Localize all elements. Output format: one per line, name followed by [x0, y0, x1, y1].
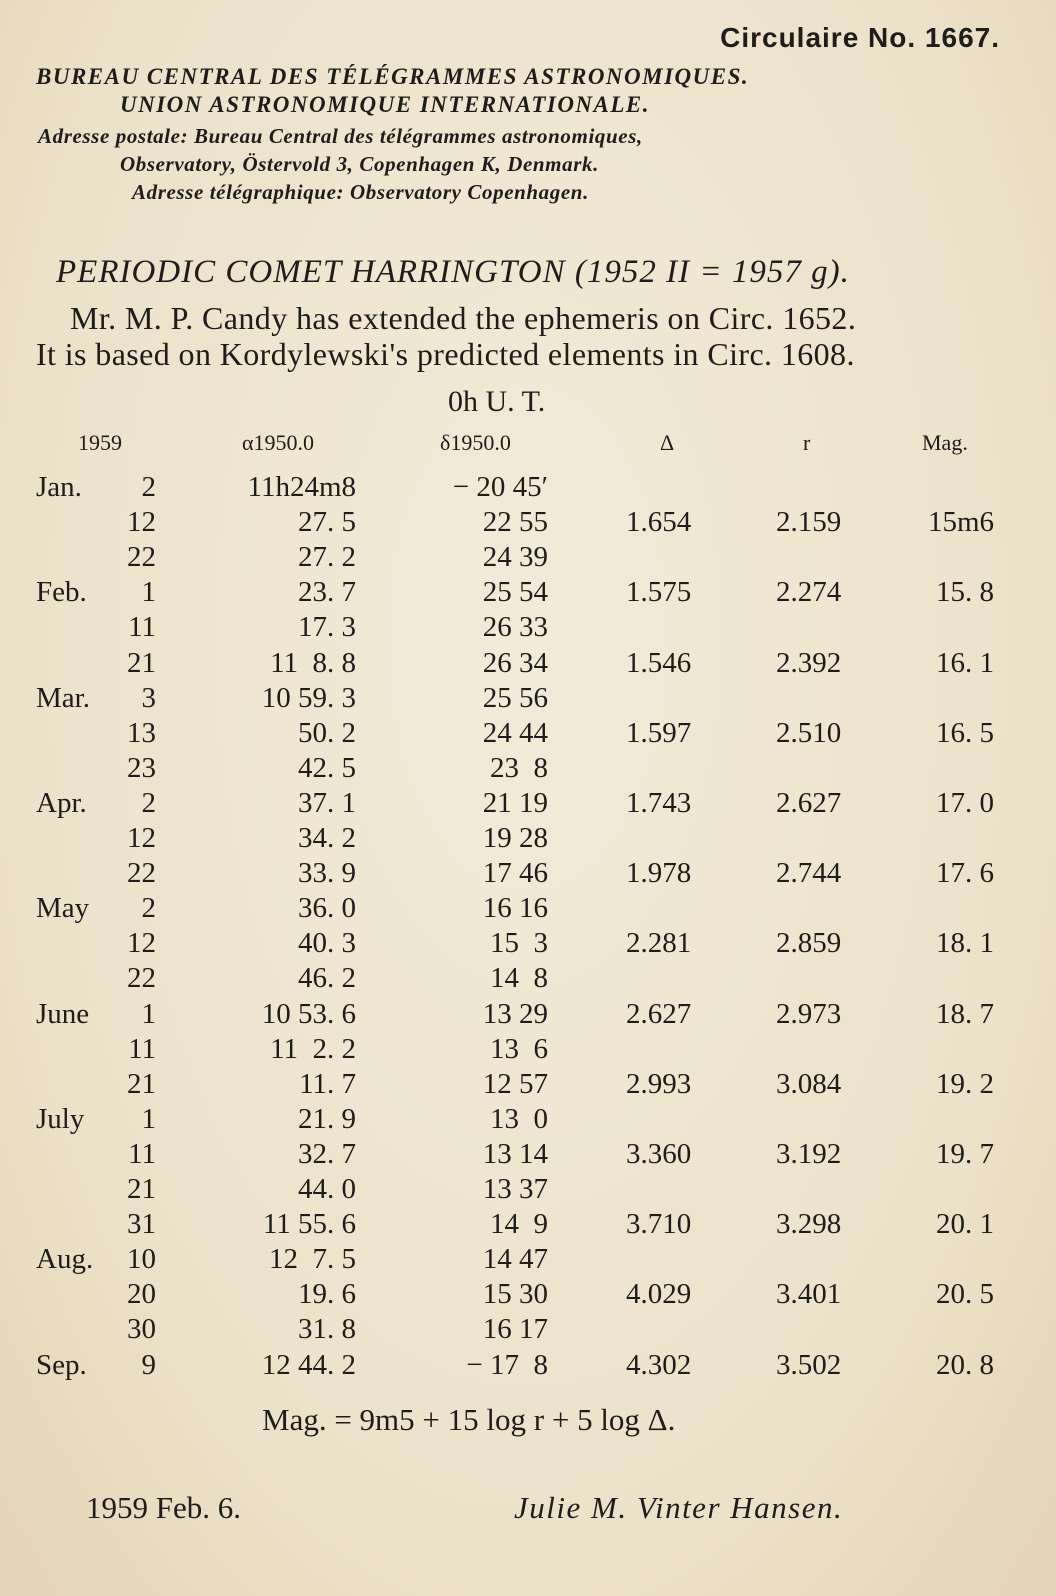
cell-day: 21: [127, 1067, 156, 1100]
cell-ra: 36. 0: [298, 892, 356, 925]
cell-mag: 17. 0: [936, 786, 994, 819]
cell-r: 3.084: [776, 1067, 842, 1100]
cell-dec: 26 33: [482, 611, 548, 644]
cell-r: 2.510: [776, 716, 842, 749]
cell-ra: 11. 7: [299, 1067, 356, 1100]
cell-month: Sep.: [36, 1348, 87, 1381]
cell-day: 1: [141, 997, 156, 1030]
cell-delta: 3.360: [626, 1137, 692, 1170]
cell-mag: 15m6: [927, 506, 994, 539]
cell-mag: 16. 1: [936, 646, 994, 679]
cell-ra: 11 55. 6: [262, 1208, 356, 1241]
cell-ra: 32. 7: [298, 1137, 356, 1170]
cell-dec: 21 19: [482, 786, 548, 819]
cell-mag: 16. 5: [936, 716, 994, 749]
cell-mag: 19. 2: [936, 1067, 994, 1100]
cell-dec: 13 6: [490, 1032, 548, 1065]
cell-ra: 31. 8: [298, 1313, 356, 1346]
cell-day: 10: [127, 1243, 156, 1276]
cell-dec: 15 3: [490, 927, 548, 960]
cell-dec: 15 30: [482, 1278, 548, 1311]
issue-date: 1959 Feb. 6.: [86, 1490, 241, 1525]
cell-dec: − 20 45′: [452, 471, 548, 503]
cell-day: 23: [127, 751, 156, 784]
postal-address-line2: Observatory, Östervold 3, Copenhagen K, Denmark.: [120, 152, 599, 176]
cell-month: Feb.: [36, 576, 87, 609]
union-name: UNION ASTRONOMIQUE INTERNATIONALE.: [120, 92, 651, 117]
cell-dec: 25 56: [482, 681, 548, 714]
telegraphic-address: Adresse télégraphique: Observatory Copenhagen.: [132, 180, 589, 204]
cell-delta: 1.546: [626, 646, 692, 679]
cell-delta: 4.302: [626, 1348, 692, 1381]
cell-dec: 13 14: [482, 1137, 548, 1170]
cell-month: June: [36, 997, 90, 1030]
cell-ra: 33. 9: [298, 857, 356, 890]
cell-ra: 27. 5: [298, 506, 356, 539]
cell-r: 2.274: [776, 576, 842, 609]
cell-day: 13: [127, 716, 156, 749]
cell-dec: 13 29: [482, 997, 548, 1030]
cell-day: 31: [127, 1208, 156, 1241]
header-mag: Mag.: [922, 430, 968, 455]
cell-dec: − 17 8: [466, 1348, 548, 1381]
cell-dec: 14 8: [490, 962, 548, 995]
cell-month: Aug.: [36, 1243, 94, 1276]
cell-dec: 19 28: [482, 822, 548, 854]
cell-ra: 21. 9: [298, 1102, 356, 1135]
cell-day: 2: [141, 892, 156, 925]
cell-delta: 2.627: [626, 997, 692, 1030]
bureau-name: BUREAU CENTRAL DES TÉLÉGRAMMES ASTRONOMIQUES.: [36, 64, 750, 89]
cell-r: 3.192: [776, 1137, 842, 1170]
cell-ra: 11 8. 8: [270, 646, 356, 679]
cell-day: 2: [141, 471, 156, 503]
cell-mag: 17. 6: [936, 857, 994, 890]
cell-day: 20: [127, 1278, 156, 1311]
cell-month: July: [36, 1102, 85, 1135]
cell-day: 12: [127, 506, 156, 539]
cell-delta: 1.654: [626, 506, 692, 539]
cell-mag: 18. 7: [936, 997, 994, 1030]
cell-delta: 2.281: [626, 927, 692, 960]
cell-dec: 26 34: [482, 646, 548, 679]
cell-day: 22: [127, 857, 156, 890]
cell-r: 2.627: [776, 786, 842, 819]
cell-dec: 24 39: [482, 541, 548, 574]
cell-day: 1: [141, 576, 156, 609]
cell-month: May: [36, 892, 90, 925]
cell-ra: 37. 1: [298, 786, 356, 819]
header-year: 1959: [78, 430, 122, 455]
cell-delta: 1.978: [626, 857, 692, 890]
cell-r: 3.298: [776, 1208, 842, 1241]
cell-r: 2.159: [776, 506, 842, 539]
cell-ra: 46. 2: [298, 962, 356, 995]
cell-ra: 17. 3: [298, 611, 356, 644]
cell-ra: 10 53. 6: [261, 997, 356, 1030]
cell-r: 3.502: [776, 1348, 842, 1381]
cell-dec: 22 55: [482, 506, 548, 539]
cell-delta: 2.993: [626, 1067, 692, 1100]
header-ra: α1950.0: [242, 430, 315, 455]
cell-delta: 1.597: [626, 716, 692, 749]
cell-day: 11: [128, 611, 156, 644]
cell-dec: 14 9: [490, 1208, 548, 1241]
intro-line-1: Mr. M. P. Candy has extended the ephemeris on Circ. 1652.: [70, 300, 857, 336]
circular-number: Circulaire No. 1667.: [720, 22, 1000, 53]
cell-day: 11: [128, 1032, 156, 1065]
cell-dec: 12 57: [482, 1067, 548, 1100]
cell-ra: 44. 0: [298, 1173, 356, 1205]
cell-delta: 1.575: [626, 576, 692, 609]
cell-day: 22: [127, 541, 156, 574]
cell-month: Jan.: [36, 471, 82, 503]
cell-day: 1: [141, 1102, 156, 1135]
cell-day: 21: [127, 646, 156, 679]
magnitude-formula: Mag. = 9m5 + 15 log r + 5 log Δ.: [262, 1402, 676, 1437]
cell-dec: 25 54: [482, 576, 548, 609]
cell-mag: 19. 7: [936, 1137, 994, 1170]
cell-day: 9: [141, 1348, 156, 1381]
cell-delta: 1.743: [626, 786, 692, 819]
cell-ra: 11 2. 2: [270, 1032, 356, 1065]
cell-mag: 20. 8: [936, 1348, 994, 1381]
cell-delta: 4.029: [626, 1278, 692, 1311]
time-label: 0h U. T.: [448, 385, 546, 418]
cell-delta: 3.710: [626, 1208, 692, 1241]
cell-day: 3: [141, 681, 156, 714]
cell-r: 3.401: [776, 1278, 842, 1311]
cell-day: 22: [127, 962, 156, 995]
cell-dec: 17 46: [482, 857, 548, 890]
cell-r: 2.392: [776, 646, 842, 679]
comet-title: PERIODIC COMET HARRINGTON (1952 II = 1957 g).: [56, 254, 850, 290]
cell-dec: 13 0: [490, 1102, 548, 1135]
cell-ra: 27. 2: [298, 541, 356, 574]
cell-r: 2.973: [776, 997, 842, 1030]
header-r: r: [803, 430, 811, 455]
cell-ra: 34. 2: [298, 822, 356, 854]
cell-dec: 13 37: [482, 1173, 548, 1205]
intro-line-2: It is based on Kordylewski's predicted elements in Circ. 1608.: [36, 336, 855, 372]
cell-ra: 19. 6: [298, 1278, 356, 1311]
cell-ra: 23. 7: [298, 576, 356, 609]
header-delta: Δ: [660, 430, 675, 455]
cell-day: 30: [127, 1313, 156, 1346]
cell-dec: 14 47: [482, 1243, 548, 1276]
cell-ra: 42. 5: [298, 751, 356, 784]
postal-address-line1: Adresse postale: Bureau Central des télégrammes astronomiques,: [38, 124, 643, 148]
cell-day: 11: [128, 1137, 156, 1170]
header-dec: δ1950.0: [440, 430, 511, 455]
cell-ra: 50. 2: [298, 716, 356, 749]
cell-day: 2: [141, 786, 156, 819]
cell-dec: 23 8: [490, 751, 548, 784]
cell-dec: 16 17: [482, 1313, 548, 1346]
cell-ra: 10 59. 3: [261, 681, 356, 714]
cell-ra: 12 44. 2: [261, 1348, 356, 1381]
signature: Julie M. Vinter Hansen.: [514, 1490, 844, 1525]
cell-mag: 20. 1: [936, 1208, 994, 1241]
cell-dec: 16 16: [482, 892, 548, 925]
cell-ra: 40. 3: [298, 927, 356, 960]
cell-mag: 20. 5: [936, 1278, 994, 1311]
cell-month: Apr.: [36, 786, 87, 819]
cell-day: 12: [127, 927, 156, 960]
cell-day: 21: [127, 1173, 156, 1205]
cell-mag: 15. 8: [936, 576, 994, 609]
cell-month: Mar.: [36, 681, 90, 714]
cell-r: 2.744: [776, 857, 842, 890]
cell-ra: 12 7. 5: [269, 1243, 356, 1276]
cell-ra: 11h24m8: [247, 471, 356, 503]
cell-mag: 18. 1: [936, 927, 994, 960]
cell-r: 2.859: [776, 927, 842, 960]
cell-dec: 24 44: [482, 716, 548, 749]
cell-day: 12: [127, 822, 156, 854]
